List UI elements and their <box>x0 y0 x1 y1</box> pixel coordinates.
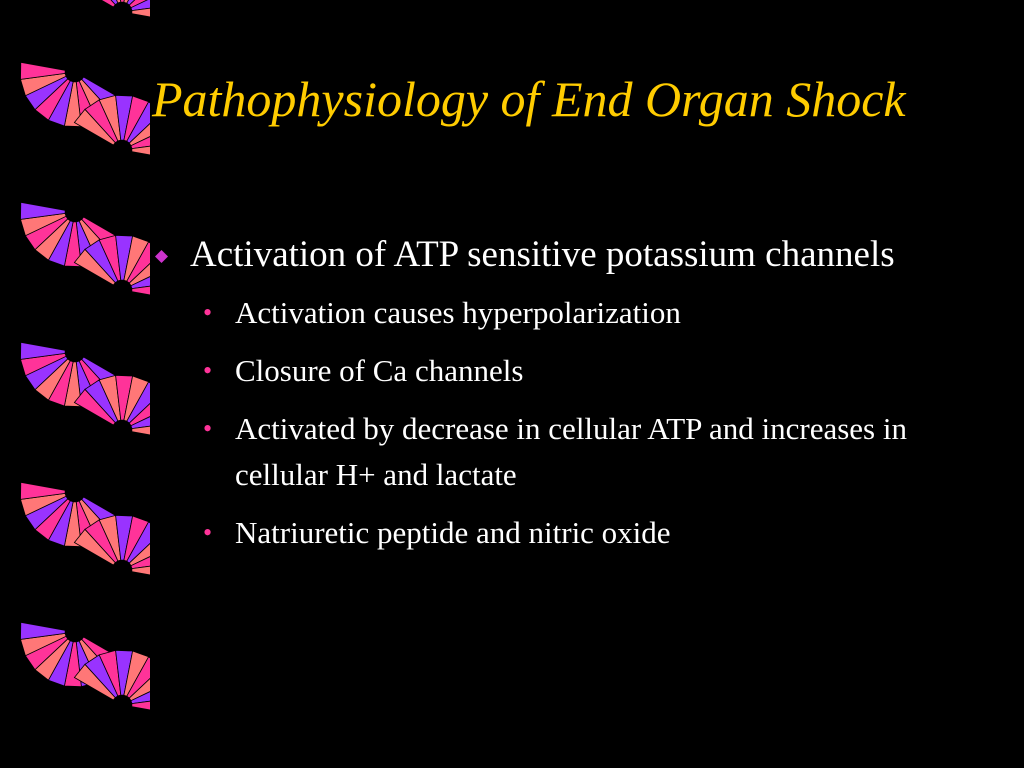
dot-bullet-icon: • <box>203 414 213 443</box>
diamond-bullet-icon <box>155 250 168 263</box>
sub-bullet-item <box>150 290 990 336</box>
main-bullet-item <box>150 232 990 278</box>
slide-title: Pathophysiology of End Organ Shock <box>152 71 906 127</box>
fan-wave-decoration <box>0 0 150 768</box>
sub-bullet-item <box>150 510 990 556</box>
fan-segment <box>74 0 115 7</box>
sub-bullet-text: Activation causes hyperpolarization <box>235 295 681 330</box>
main-bullet-text: Activation of ATP sensitive potassium channels <box>190 234 895 275</box>
sub-bullet-item <box>150 406 990 498</box>
sub-bullet-text: Activated by decrease in cellular ATP and increases in cellular H+ and lactate <box>235 411 907 492</box>
slide-body <box>150 232 990 568</box>
dot-bullet-icon: • <box>203 356 213 385</box>
sub-bullet-text: Natriuretic peptide and nitric oxide <box>235 515 671 550</box>
dot-bullet-icon: • <box>203 518 213 547</box>
sub-bullet-list <box>150 290 990 556</box>
dot-bullet-icon: • <box>203 298 213 327</box>
sub-bullet-text: Closure of Ca channels <box>235 353 524 388</box>
sub-bullet-item <box>150 348 990 394</box>
